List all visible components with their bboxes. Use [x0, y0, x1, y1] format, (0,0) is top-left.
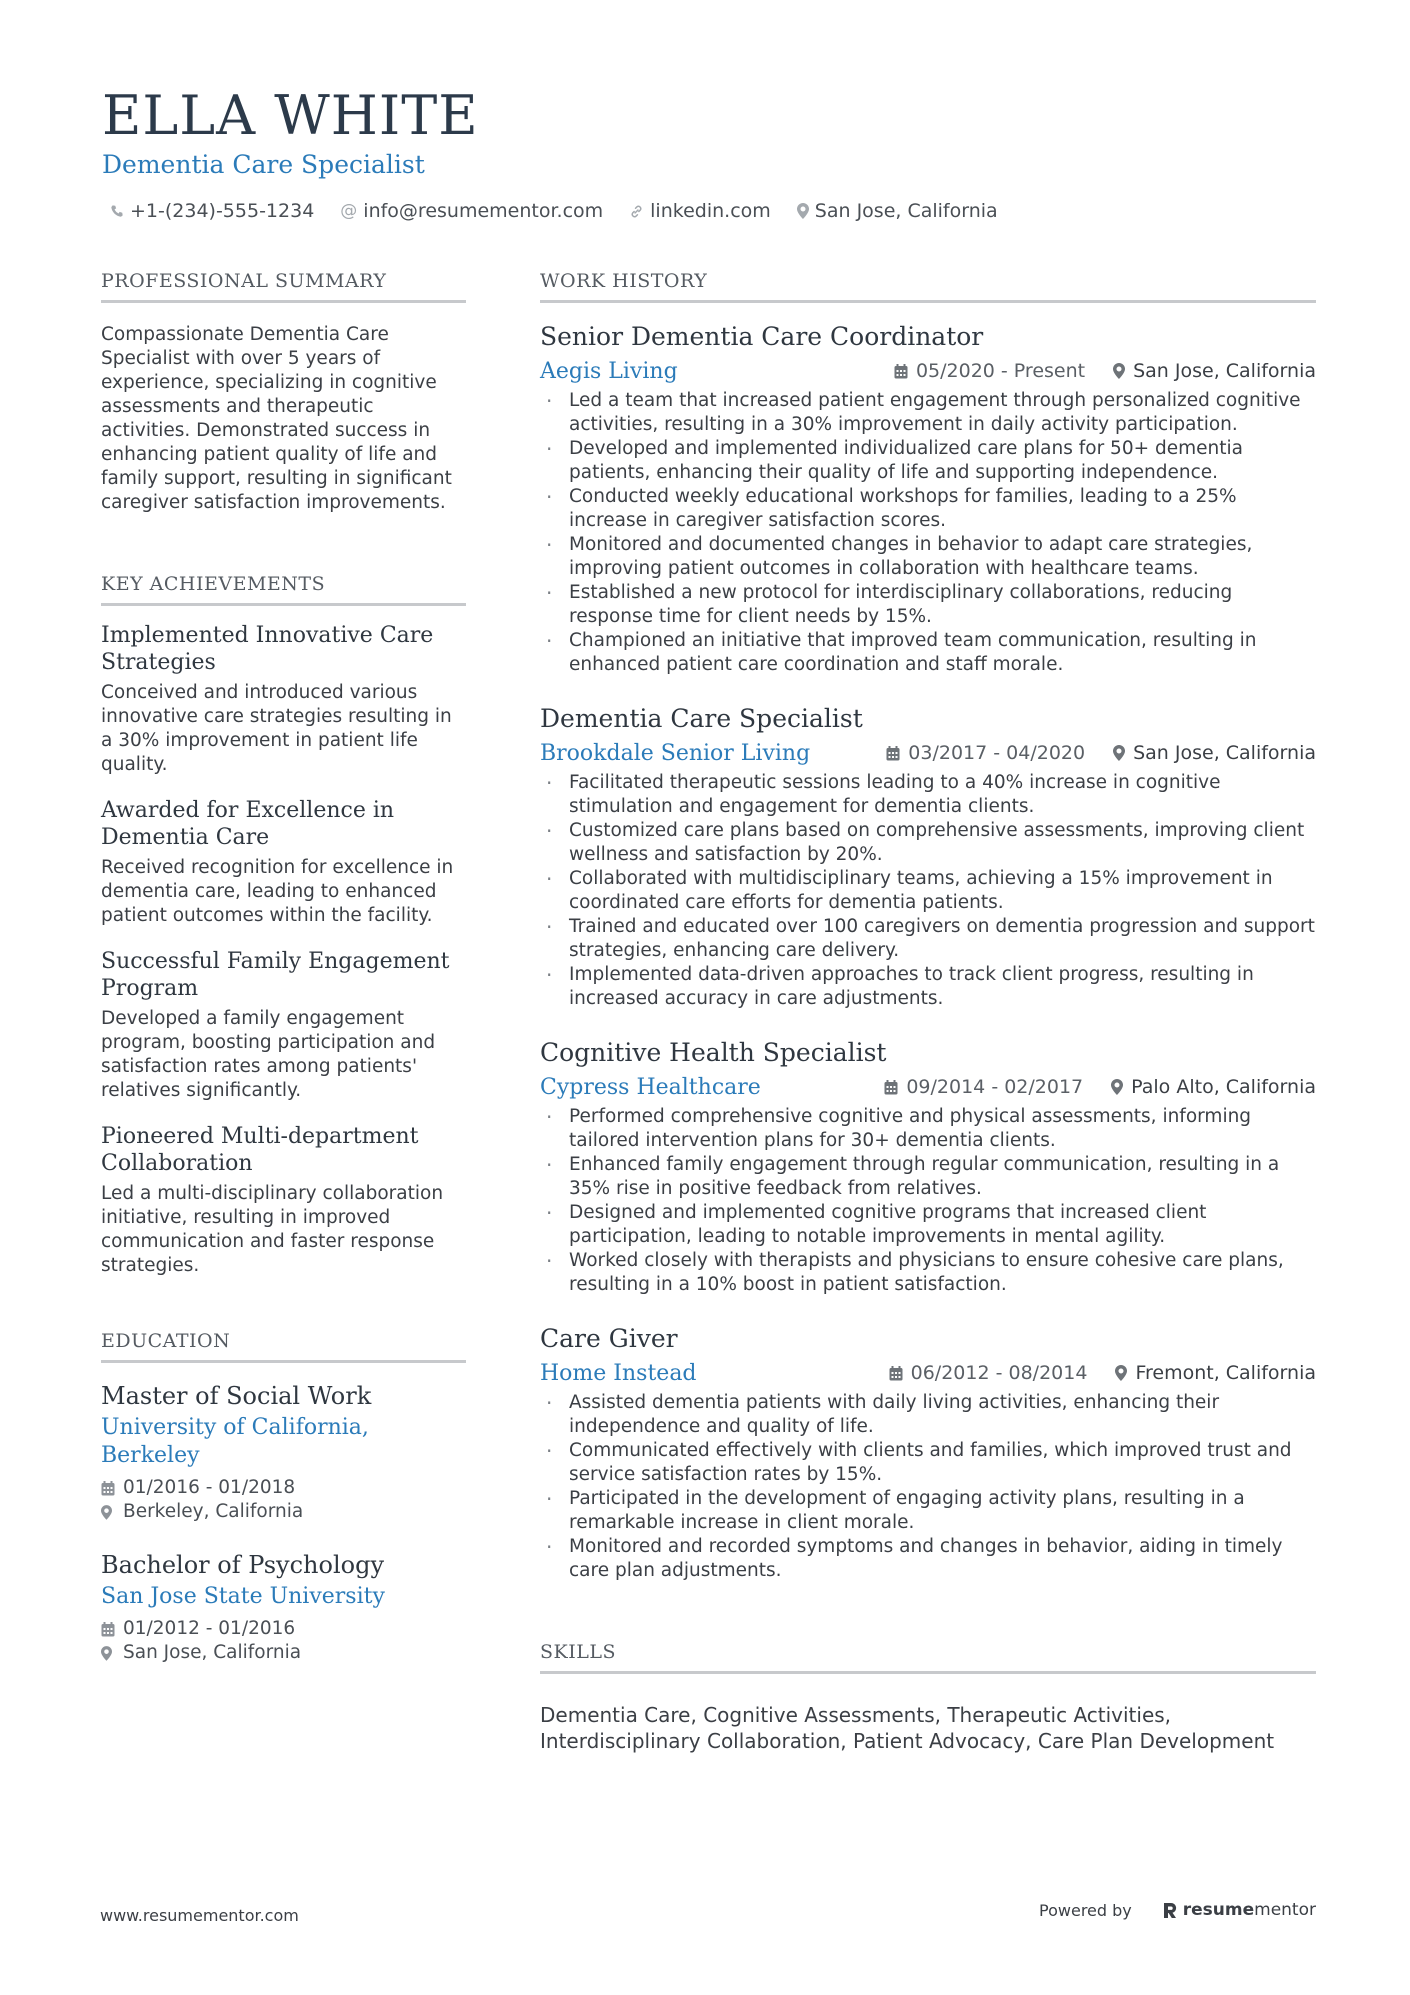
job-bullet: · Performed comprehensive cognitive and physical assessments, informing tailored intervention plans for 30+ dementia clients.: [540, 1105, 1316, 1153]
job-title: Senior Dementia Care Coordinator: [540, 322, 984, 351]
location-text: San Jose, California: [814, 200, 998, 222]
job-company: Cypress Healthcare: [540, 1074, 761, 1100]
education-heading: EDUCATION: [101, 1330, 466, 1363]
job-bullets: [540, 1105, 1316, 1297]
achievement-item: [101, 622, 466, 777]
job-bullet: · Communicated effectively with clients and families, which improved trust and service satisfaction rates by 15%.: [540, 1439, 1316, 1487]
job-bullets: [540, 771, 1316, 1011]
achievement-item: [101, 797, 466, 928]
job-location: [1113, 360, 1316, 382]
skills-text: Dementia Care, Cognitive Assessments, Therapeutic Activities, Interdisciplinary Collaboration, Patient Advocacy, Care Plan Development: [540, 1703, 1275, 1753]
footer-website[interactable]: www.resumementor.com: [100, 1906, 299, 1925]
job-bullet: · Customized care plans based on comprehensive assessments, improving client wellness and satisfaction by 20%.: [540, 819, 1316, 867]
achievements-heading: KEY ACHIEVEMENTS: [101, 573, 466, 606]
job-location-text: Palo Alto, California: [1131, 1076, 1316, 1098]
job-meta-row: [540, 355, 1316, 387]
achievement-item: [101, 1123, 466, 1278]
job-location: [1113, 742, 1316, 764]
achievements-list: [101, 622, 466, 1278]
job-dates: [889, 1362, 1088, 1384]
edu-degree: Master of Social Work: [101, 1382, 372, 1410]
contact-bar: [110, 200, 1024, 222]
job-dates: [894, 360, 1085, 382]
summary-text: Compassionate Dementia Care Specialist with over 5 years of experience, specializing in cognitive assessments and therapeutic activities. Demonstrated success in enhancing patient quality of life and family support, resulting in significant caregiver satisfaction improvements.: [101, 324, 452, 513]
contact-location: [797, 200, 998, 222]
brand-bold: resume: [1182, 1900, 1255, 1920]
link-icon: [629, 204, 644, 219]
job-dates-text: 06/2012 - 08/2014: [910, 1362, 1088, 1384]
achievement-desc: Developed a family engagement program, boosting participation and satisfaction rates among patients' relatives significantly.: [101, 1008, 436, 1101]
calendar-icon: [889, 1366, 903, 1381]
edu-location-text: Berkeley, California: [123, 1501, 304, 1522]
job-bullet: · Conducted weekly educational workshops for families, leading to a 25% increase in caregiver satisfaction scores.: [540, 485, 1316, 533]
job-location-text: San Jose, California: [1133, 742, 1316, 764]
left-column: [101, 270, 466, 1665]
job-entry: [540, 1037, 1316, 1297]
job-bullets: [540, 1391, 1316, 1583]
summary-heading: PROFESSIONAL SUMMARY: [101, 270, 466, 303]
right-column: [540, 270, 1316, 1754]
map-pin-icon: [1115, 1365, 1127, 1381]
achievement-desc: Received recognition for excellence in dementia care, leading to enhanced patient outcomes within the facility.: [101, 857, 454, 926]
job-bullet: · Trained and educated over 100 caregivers on dementia progression and support strategies, enhancing care delivery.: [540, 915, 1316, 963]
job-dates-text: 03/2017 - 04/2020: [908, 742, 1086, 764]
powered-by-label: Powered by: [1039, 1900, 1132, 1920]
achievement-title: Successful Family Engagement Program: [101, 949, 450, 1001]
education-item: [101, 1381, 466, 1524]
brand-light: mentor: [1254, 1900, 1316, 1920]
map-pin-icon: [101, 1646, 123, 1661]
job-title: Care Giver: [540, 1324, 678, 1353]
edu-school: San Jose State University: [101, 1584, 385, 1609]
map-pin-icon: [797, 203, 809, 219]
edu-school: University of California, Berkeley: [101, 1415, 369, 1468]
contact-linkedin[interactable]: [629, 200, 771, 222]
job-company: Home Instead: [540, 1360, 697, 1386]
email-text: info@resumementor.com: [363, 200, 604, 222]
edu-location: [101, 1641, 466, 1665]
edu-location: [101, 1500, 466, 1524]
phone-icon: [110, 204, 124, 218]
contact-phone: [110, 200, 314, 222]
candidate-role: Dementia Care Specialist: [102, 150, 425, 179]
brand-logo-icon: [1162, 1901, 1178, 1919]
phone-text: +1-(234)-555-1234: [130, 200, 315, 222]
job-bullet: · Developed and implemented individualized care plans for 50+ dementia patients, enhancing their quality of life and supporting independence.: [540, 437, 1316, 485]
job-location-text: Fremont, California: [1135, 1362, 1316, 1384]
job-bullet: · Facilitated therapeutic sessions leading to a 40% increase in cognitive stimulation and engagement for dementia clients.: [540, 771, 1316, 819]
job-bullet: · Championed an initiative that improved team communication, resulting in enhanced patient care coordination and staff morale.: [540, 629, 1316, 677]
job-bullet: · Monitored and documented changes in behavior to adapt care strategies, improving patient outcomes in collaboration with healthcare teams.: [540, 533, 1316, 581]
job-dates-text: 09/2014 - 02/2017: [906, 1076, 1084, 1098]
job-bullet: · Led a team that increased patient engagement through personalized cognitive activities, resulting in a 30% improvement in daily activity participation.: [540, 389, 1316, 437]
at-icon: @: [340, 201, 358, 221]
brand-logo[interactable]: [1162, 1900, 1316, 1920]
job-title: Cognitive Health Specialist: [540, 1038, 887, 1067]
achievement-item: [101, 948, 466, 1103]
job-dates: [886, 742, 1085, 764]
achievement-title: Implemented Innovative Care Strategies: [101, 623, 434, 675]
linkedin-text: linkedin.com: [650, 200, 771, 222]
edu-degree: Bachelor of Psychology: [101, 1551, 385, 1579]
job-bullet: · Enhanced family engagement through regular communication, resulting in a 35% rise in positive feedback from relatives.: [540, 1153, 1316, 1201]
work-heading: WORK HISTORY: [540, 270, 1316, 303]
job-bullet: · Established a new protocol for interdisciplinary collaborations, reducing response time for client needs by 15%.: [540, 581, 1316, 629]
job-bullet: · Participated in the development of engaging activity plans, resulting in a remarkable increase in client morale.: [540, 1487, 1316, 1535]
edu-location-text: San Jose, California: [123, 1642, 302, 1663]
job-entry: [540, 321, 1316, 677]
job-bullet: · Designed and implemented cognitive programs that increased client participation, leading to notable improvements in mental agility.: [540, 1201, 1316, 1249]
edu-dates: [101, 1476, 466, 1500]
candidate-name: ELLA WHITE: [102, 84, 479, 147]
calendar-icon: [884, 1080, 898, 1095]
edu-dates-text: 01/2012 - 01/2016: [123, 1618, 296, 1639]
job-bullets: [540, 389, 1316, 677]
calendar-icon: [886, 746, 900, 761]
job-meta-row: [540, 737, 1316, 769]
job-location-text: San Jose, California: [1133, 360, 1316, 382]
map-pin-icon: [1113, 363, 1125, 379]
job-company: Brookdale Senior Living: [540, 740, 811, 766]
footer-branding: [1039, 1900, 1316, 1920]
job-bullet: · Assisted dementia patients with daily living activities, enhancing their independence and quality of life.: [540, 1391, 1316, 1439]
edu-dates: [101, 1617, 466, 1641]
jobs-list: [540, 321, 1316, 1583]
education-item: [101, 1550, 466, 1665]
job-location: [1111, 1076, 1316, 1098]
edu-dates-text: 01/2016 - 01/2018: [123, 1477, 296, 1498]
calendar-icon: [894, 364, 908, 379]
achievement-title: Awarded for Excellence in Dementia Care: [101, 798, 395, 850]
job-company: Aegis Living: [540, 358, 678, 384]
job-bullet: · Worked closely with therapists and physicians to ensure cohesive care plans, resulting in a 10% boost in patient satisfaction.: [540, 1249, 1316, 1297]
job-meta-row: [540, 1357, 1316, 1389]
calendar-icon: [101, 1481, 123, 1496]
achievement-desc: Conceived and introduced various innovative care strategies resulting in a 30% improvement in patient life quality.: [101, 682, 452, 775]
achievement-title: Pioneered Multi-department Collaboration: [101, 1124, 419, 1176]
skills-heading: SKILLS: [540, 1641, 1316, 1674]
job-bullet: · Implemented data-driven approaches to track client progress, resulting in increased accuracy in care adjustments.: [540, 963, 1316, 1011]
job-bullet: · Monitored and recorded symptoms and changes in behavior, aiding in timely care plan adjustments.: [540, 1535, 1316, 1583]
map-pin-icon: [101, 1505, 123, 1520]
achievement-desc: Led a multi-disciplinary collaboration initiative, resulting in improved communication and faster response strategies.: [101, 1183, 444, 1276]
job-bullet: · Collaborated with multidisciplinary teams, achieving a 15% improvement in coordinated care efforts for dementia patients.: [540, 867, 1316, 915]
job-meta-row: [540, 1071, 1316, 1103]
job-entry: [540, 1323, 1316, 1583]
job-entry: [540, 703, 1316, 1011]
job-dates-text: 05/2020 - Present: [915, 360, 1086, 382]
job-title: Dementia Care Specialist: [540, 704, 863, 733]
calendar-icon: [101, 1622, 123, 1637]
map-pin-icon: [1113, 745, 1125, 761]
job-dates: [884, 1076, 1083, 1098]
map-pin-icon: [1111, 1079, 1123, 1095]
contact-email[interactable]: [340, 200, 603, 222]
job-location: [1115, 1362, 1316, 1384]
